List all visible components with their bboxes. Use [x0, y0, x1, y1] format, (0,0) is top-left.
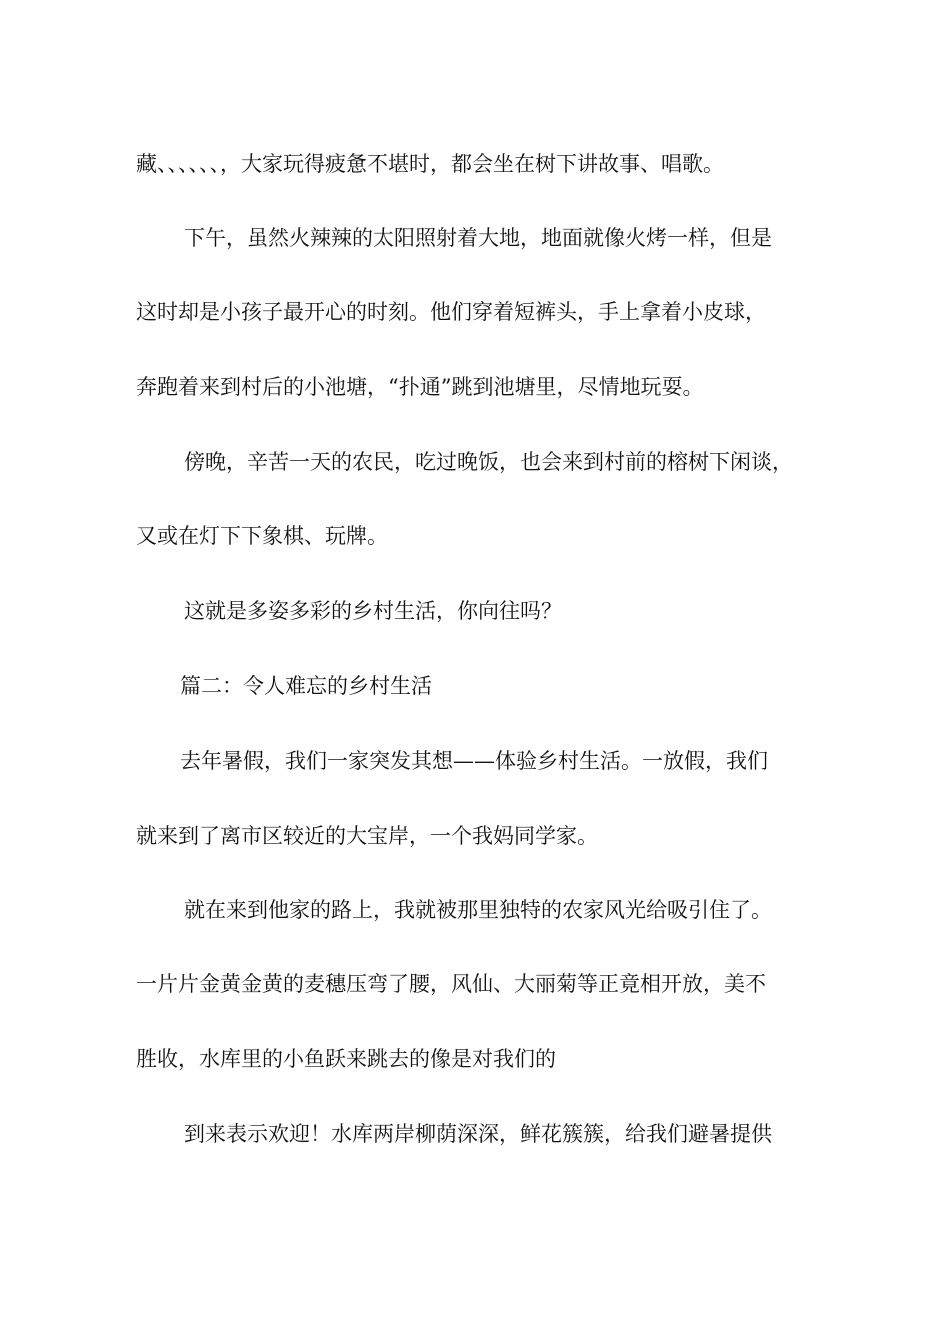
- paragraph-line: 到来表示欢迎！水库两岸柳荫深深，鲜花簇簇，给我们避暑提供: [184, 1122, 772, 1146]
- paragraph-line: 胜收，水库里的小鱼跃来跳去的像是对我们的: [136, 1047, 556, 1071]
- paragraph-line: 下午，虽然火辣辣的太阳照射着大地，地面就像火烤一样，但是: [184, 226, 772, 250]
- paragraph-line: 藏、、、、、、，大家玩得疲惫不堪时，都会坐在树下讲故事、唱歌。: [136, 152, 724, 176]
- paragraph-line: 就在来到他家的路上，我就被那里独特的农家风光给吸引住了。: [184, 898, 772, 922]
- paragraph-line: 奔跑着来到村后的小池塘，“扑通”跳到池塘里，尽情地玩耍。: [136, 375, 704, 399]
- paragraph-line: 去年暑假，我们一家突发其想——体验乡村生活。一放假，我们: [180, 749, 768, 773]
- paragraph-line: 一片片金黄金黄的麦穗压弯了腰，风仙、大丽菊等正竟相开放，美不: [136, 972, 766, 996]
- paragraph-line: 就来到了离市区较近的大宝岸，一个我妈同学家。: [136, 824, 598, 848]
- paragraph-line: 这就是多姿多彩的乡村生活，你向往吗？: [184, 599, 562, 623]
- paragraph-line: 傍晚，辛苦一天的农民，吃过晚饭，也会来到村前的榕树下闲谈，: [184, 450, 793, 474]
- paragraph-line: 又或在灯下下象棋、玩牌。: [136, 524, 388, 548]
- section-heading: 篇二：令人难忘的乡村生活: [180, 674, 432, 698]
- paragraph-line: 这时却是小孩子最开心的时刻。他们穿着短裤头，手上拿着小皮球，: [136, 300, 766, 324]
